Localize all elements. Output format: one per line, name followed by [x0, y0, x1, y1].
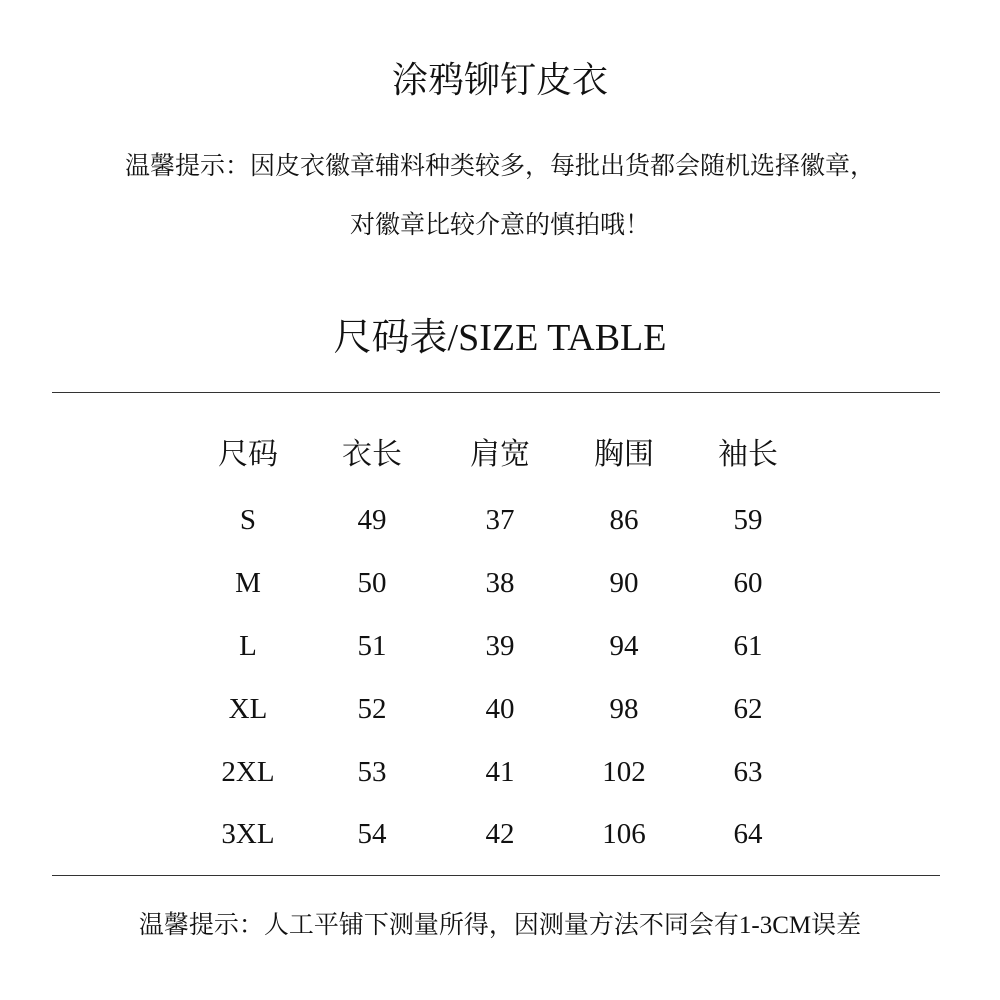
- cell-length: 53: [357, 756, 387, 788]
- cell-shoulder: 40: [485, 693, 515, 725]
- cell-chest: 90: [609, 567, 639, 599]
- cell-size: XL: [228, 693, 268, 725]
- cell-sleeve: 63: [733, 756, 763, 788]
- cell-chest: 86: [609, 504, 639, 536]
- cell-length: 54: [357, 818, 387, 850]
- bottom-divider: [52, 875, 940, 876]
- table-row: [0, 563, 1000, 603]
- cell-chest: 106: [602, 818, 646, 850]
- cell-size: M: [235, 567, 261, 599]
- cell-chest: 102: [602, 756, 646, 788]
- cell-size: 2XL: [221, 756, 275, 788]
- cell-length: 51: [357, 630, 387, 662]
- notice-line-2: 对徽章比较介意的慎拍哦！: [349, 212, 650, 239]
- cell-chest: 94: [609, 630, 639, 662]
- header-size: 尺码: [218, 438, 278, 471]
- size-table-title: 尺码表/SIZE TABLE: [333, 317, 667, 359]
- cell-size: S: [239, 504, 257, 536]
- table-row: [0, 626, 1000, 666]
- cell-sleeve: 59: [733, 504, 763, 536]
- cell-sleeve: 62: [733, 693, 763, 725]
- header-length: 衣长: [342, 438, 402, 471]
- product-title: 涂鸦铆钉皮衣: [391, 60, 608, 100]
- cell-shoulder: 38: [485, 567, 515, 599]
- cell-sleeve: 61: [733, 630, 763, 662]
- top-divider: [52, 392, 940, 393]
- table-header-row: [0, 435, 1000, 475]
- footer-note: 温馨提示：人工平铺下测量所得，因测量方法不同会有1-3CM误差: [138, 912, 862, 939]
- cell-shoulder: 42: [485, 818, 515, 850]
- cell-length: 52: [357, 693, 387, 725]
- notice-line-1: 温馨提示：因皮衣徽章辅料种类较多，每批出货都会随机选择徽章，: [124, 153, 875, 180]
- header-chest: 胸围: [594, 438, 654, 471]
- table-row: [0, 752, 1000, 792]
- cell-size: L: [239, 630, 257, 662]
- header-sleeve: 袖长: [718, 438, 778, 471]
- cell-shoulder: 37: [485, 504, 515, 536]
- cell-shoulder: 39: [485, 630, 515, 662]
- cell-sleeve: 60: [733, 567, 763, 599]
- cell-length: 50: [357, 567, 387, 599]
- header-shoulder: 肩宽: [470, 438, 530, 471]
- table-row: [0, 689, 1000, 729]
- cell-length: 49: [357, 504, 387, 536]
- table-row: [0, 500, 1000, 540]
- table-row: [0, 814, 1000, 854]
- cell-sleeve: 64: [733, 818, 763, 850]
- cell-size: 3XL: [221, 818, 275, 850]
- cell-chest: 98: [609, 693, 639, 725]
- cell-shoulder: 41: [485, 756, 515, 788]
